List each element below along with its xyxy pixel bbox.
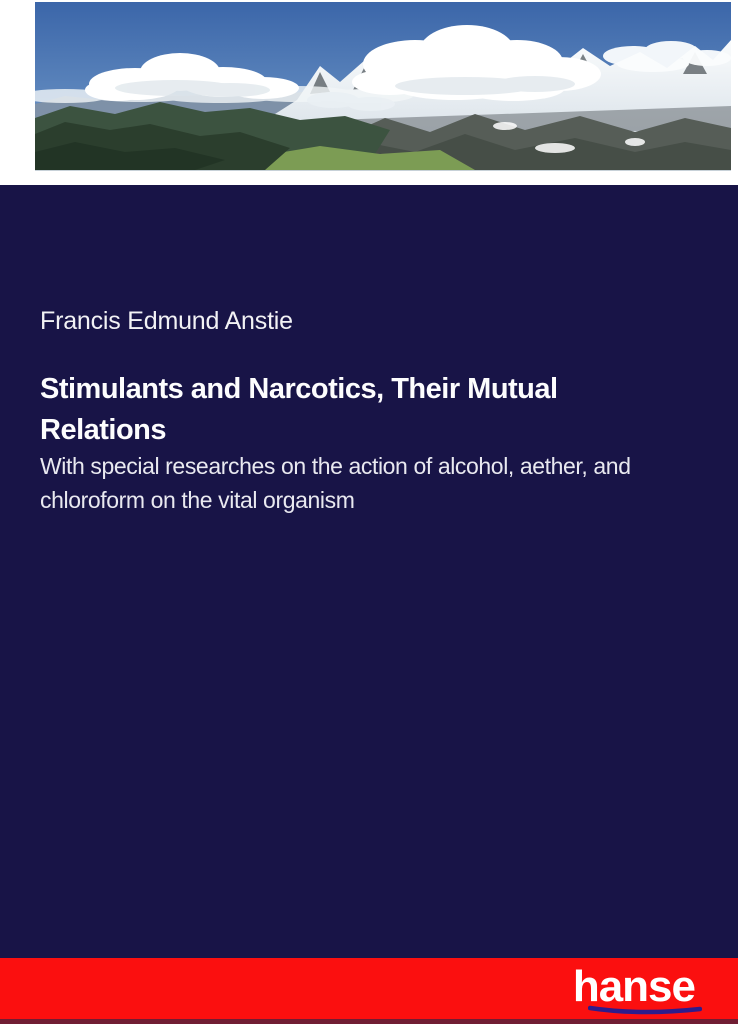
mountain-panorama-photo [35, 2, 731, 171]
footer-bottom-edge [0, 1019, 738, 1024]
book-title: Stimulants and Narcotics, Their Mutual Relations [40, 373, 558, 446]
cover-body [0, 185, 738, 958]
logo-underline-swoosh-icon [588, 1005, 702, 1017]
cover-photo-frame [0, 0, 738, 185]
book-subtitle: With special researches on the action of alcohol, aether, and chloroform on the vital organism [40, 453, 631, 513]
author-name: Francis Edmund Anstie [40, 307, 293, 335]
mountain-panorama-illustration [35, 2, 731, 170]
publisher-logo: hanse [572, 962, 695, 1011]
